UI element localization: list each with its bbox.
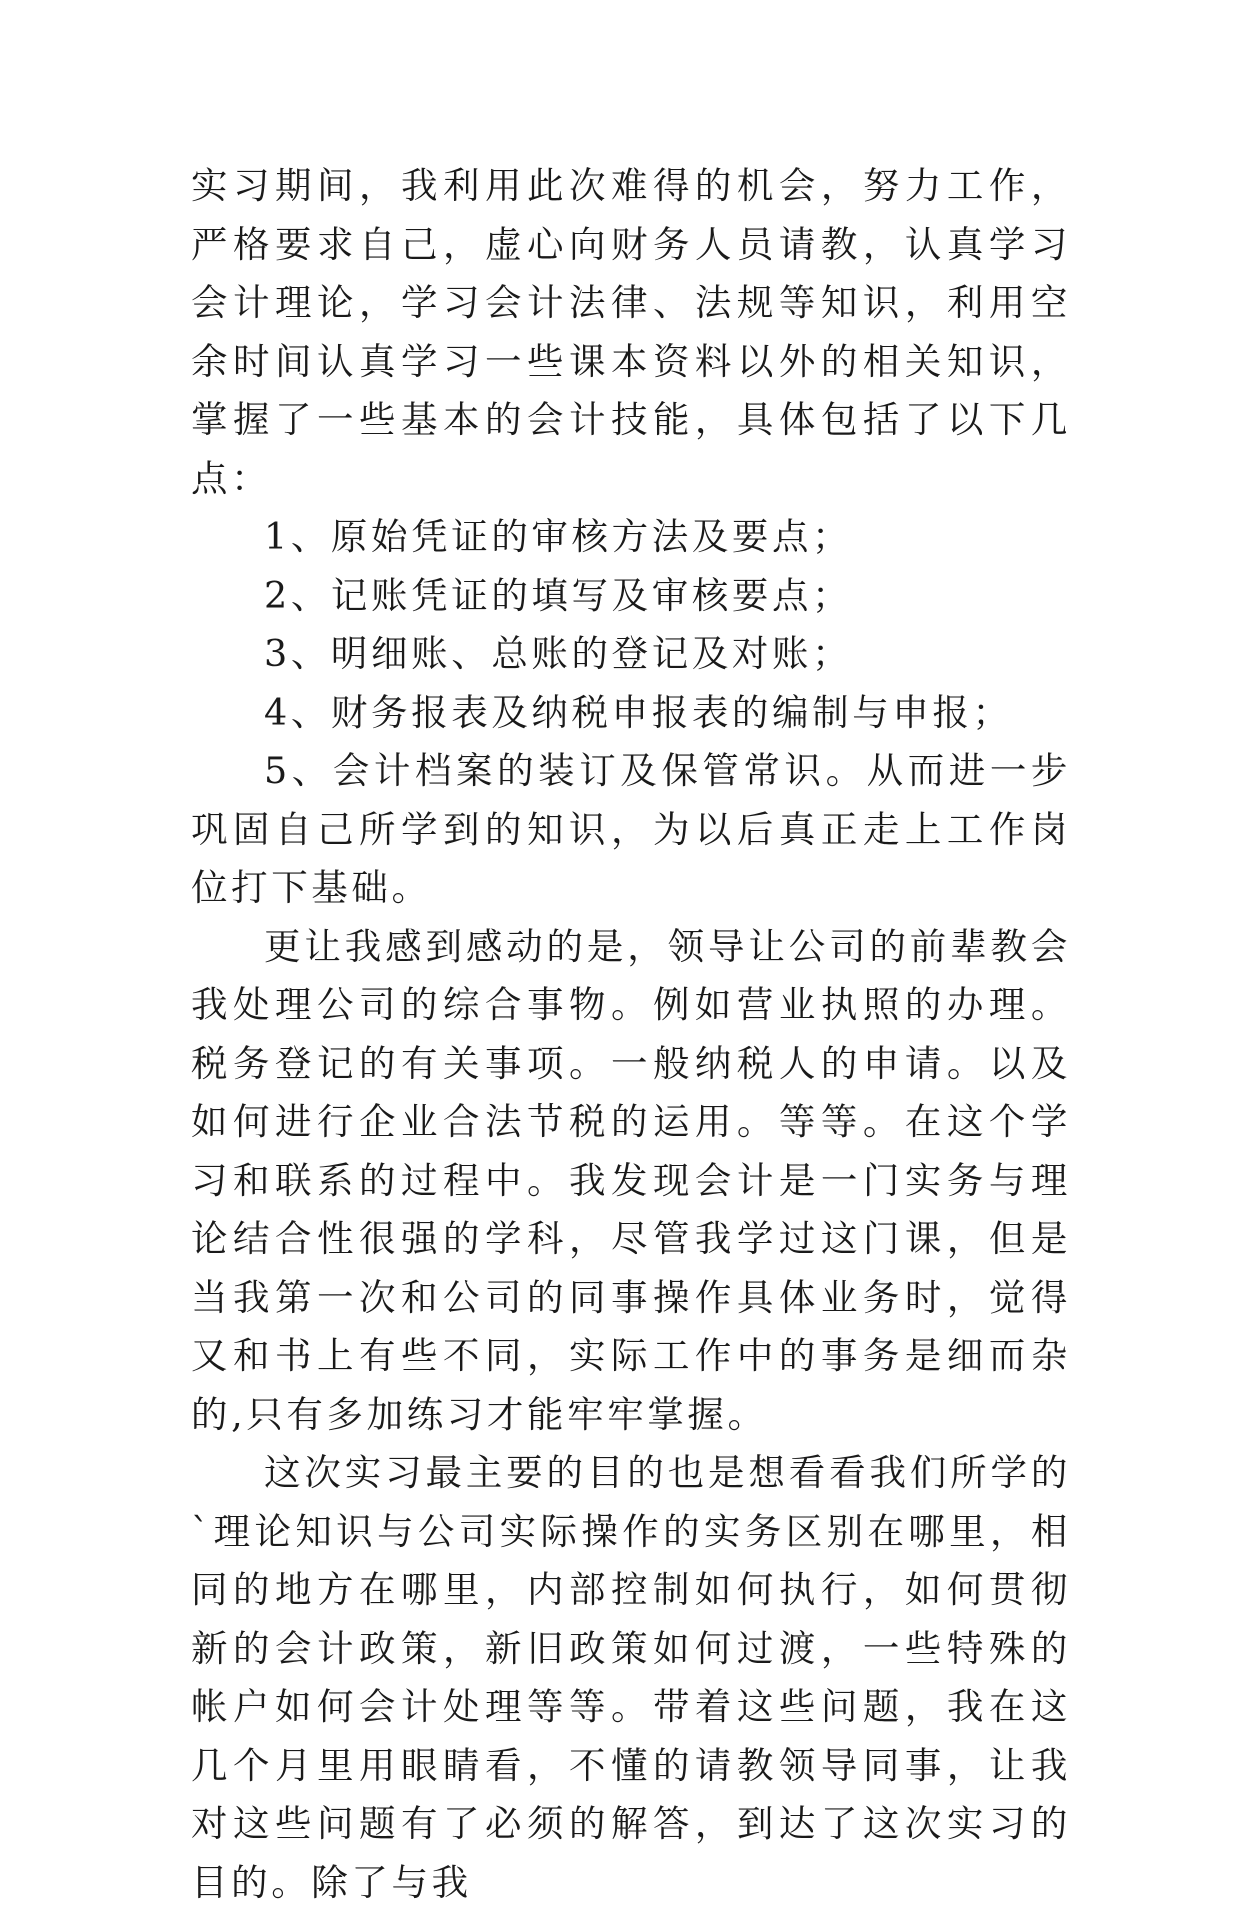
list-item-5: 5、会计档案的装订及保管常识。从而进一步巩固自己所学到的知识，为以后真正走上工作岗位打下基础。 — [191, 749, 1071, 909]
list-item-4: 4、财务报表及纳税申报表的编制与申报； — [264, 690, 1013, 734]
paragraph-internship-purpose: 这次实习最主要的目的也是想看看我们所学的`理论知识与公司实际操作的实务区别在哪里，相同的地方在哪里，内部控制如何执行，如何贯彻新的会计政策，新旧政策如何过渡，一些特殊的帐户如何会计处理等等。带着这些问题，我在这几个月里用眼睛看，不懂的请教领导同事，让我对这些问题有了必须的解答，到达了这次实习的目的。除了与我 — [191, 1451, 1071, 1904]
body-text — [191, 157, 1071, 1912]
paragraph-internship-intro: 实习期间，我利用此次难得的机会，努力工作，严格要求自己，虚心向财务人员请教，认真学习会计理论，学习会计法律、法规等知识，利用空余时间认真学习一些课本资料以外的相关知识，掌握了一些基本的会计技能，具体包括了以下几点： — [191, 164, 1071, 500]
list-item-1: 1、原始凭证的审核方法及要点； — [264, 515, 853, 558]
list-item-3: 3、明细账、总账的登记及对账； — [264, 632, 853, 675]
paragraph-company-affairs: 更让我感到感动的是，领导让公司的前辈教会我处理公司的综合事物。例如营业执照的办理。税务登记的有关事项。一般纳税人的申请。以及如何进行企业合法节税的运用。等等。在这个学习和联系的过程中。我发现会计是一门实务与理论结合性很强的学科，尽管我学过这门课，但是当我第一次和公司的同事操作具体业务时，觉得又和书上有些不同，实际工作中的事务是细而杂的,只有多加练习才能牢牢掌握。 — [191, 924, 1071, 1436]
list-item-2: 2、记账凭证的填写及审核要点； — [264, 573, 853, 617]
